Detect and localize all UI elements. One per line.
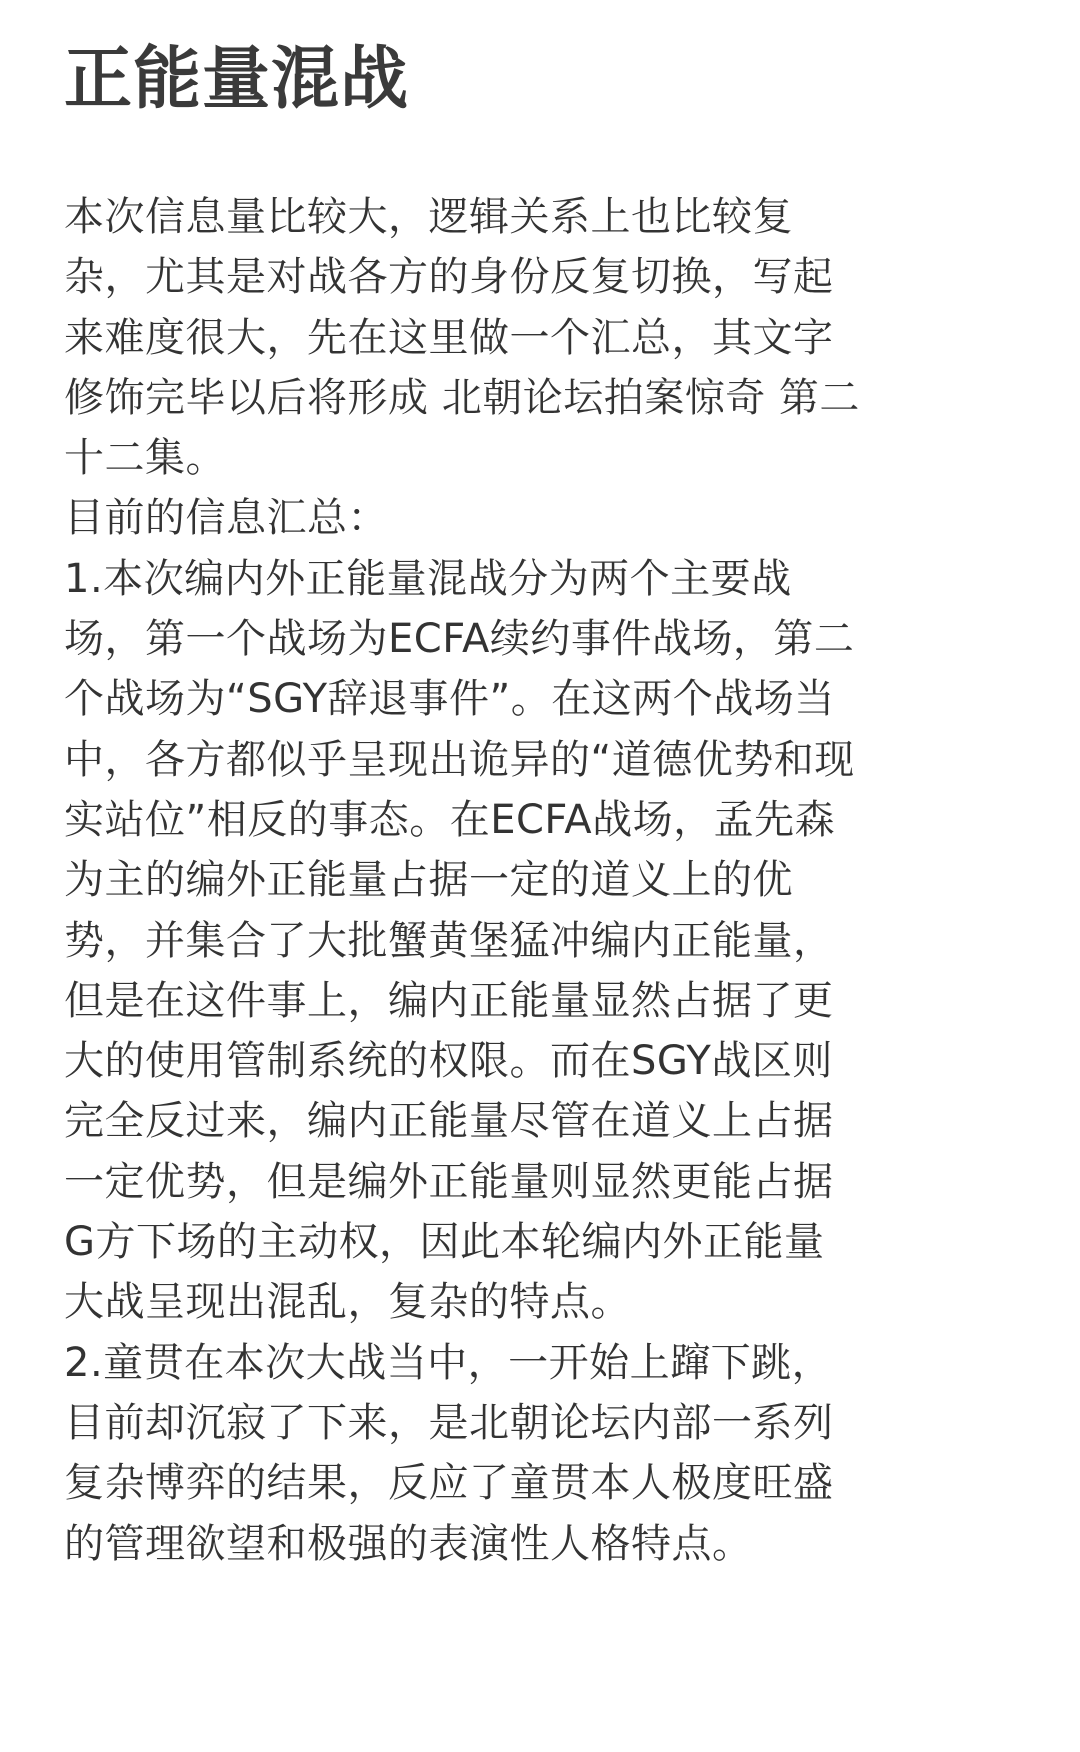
list-item-1-line: 实站位”相反的事态。在ECFA战场，孟先森 <box>64 796 836 843</box>
article-title: 正能量混战 <box>64 40 410 119</box>
list-item-1-line: 一定优势，但是编外正能量则显然更能占据 <box>64 1158 834 1205</box>
list-item-1-line: 1.本次编内外正能量混战分为两个主要战 <box>64 555 792 602</box>
list-item-1-line: 势，并集合了大批蟹黄堡猛冲编内正能量， <box>64 917 834 964</box>
list-item-1-line: 大的使用管制系统的权限。而在SGY战区则 <box>64 1038 833 1085</box>
list-item-1-line: 但是在这件事上，编内正能量显然占据了更 <box>64 977 834 1024</box>
list-item-1-line: 中，各方都似乎呈现出诡异的“道德优势和现 <box>64 736 855 783</box>
list-item-2-line: 的管理欲望和极强的表演性人格特点。 <box>64 1520 753 1567</box>
list-item-1-line: 大战呈现出混乱，复杂的特点。 <box>64 1279 631 1326</box>
list-item-1-line: 完全反过来，编内正能量尽管在道义上占据 <box>64 1098 834 1145</box>
list-item-2-line: 复杂博弈的结果，反应了童贯本人极度旺盛 <box>64 1460 834 1507</box>
body-line: 修饰完毕以后将形成 北朝论坛拍案惊奇 第二 <box>64 374 860 421</box>
list-item-1-line: G方下场的主动权，因此本轮编内外正能量 <box>64 1219 825 1266</box>
list-item-2-line: 目前却沉寂了下来，是北朝论坛内部一系列 <box>64 1399 834 1446</box>
body-line: 十二集。 <box>64 435 226 482</box>
list-item-2-line: 2.童贯在本次大战当中，一开始上蹿下跳， <box>64 1339 833 1386</box>
body-line: 本次信息量比较大，逻辑关系上也比较复 <box>64 194 793 240</box>
body-line: 来难度很大，先在这里做一个汇总，其文字 <box>64 314 834 361</box>
article-body <box>64 187 860 1574</box>
list-item-1-line: 场，第一个战场为ECFA续约事件战场，第二 <box>64 616 855 663</box>
body-line: 杂，尤其是对战各方的身份反复切换，写起 <box>64 254 834 301</box>
list-item-1-line: 为主的编外正能量占据一定的道义上的优 <box>64 857 793 904</box>
list-item-1-line: 个战场为“SGY辞退事件”。在这两个战场当 <box>64 676 835 723</box>
section-heading: 目前的信息汇总： <box>64 495 388 542</box>
